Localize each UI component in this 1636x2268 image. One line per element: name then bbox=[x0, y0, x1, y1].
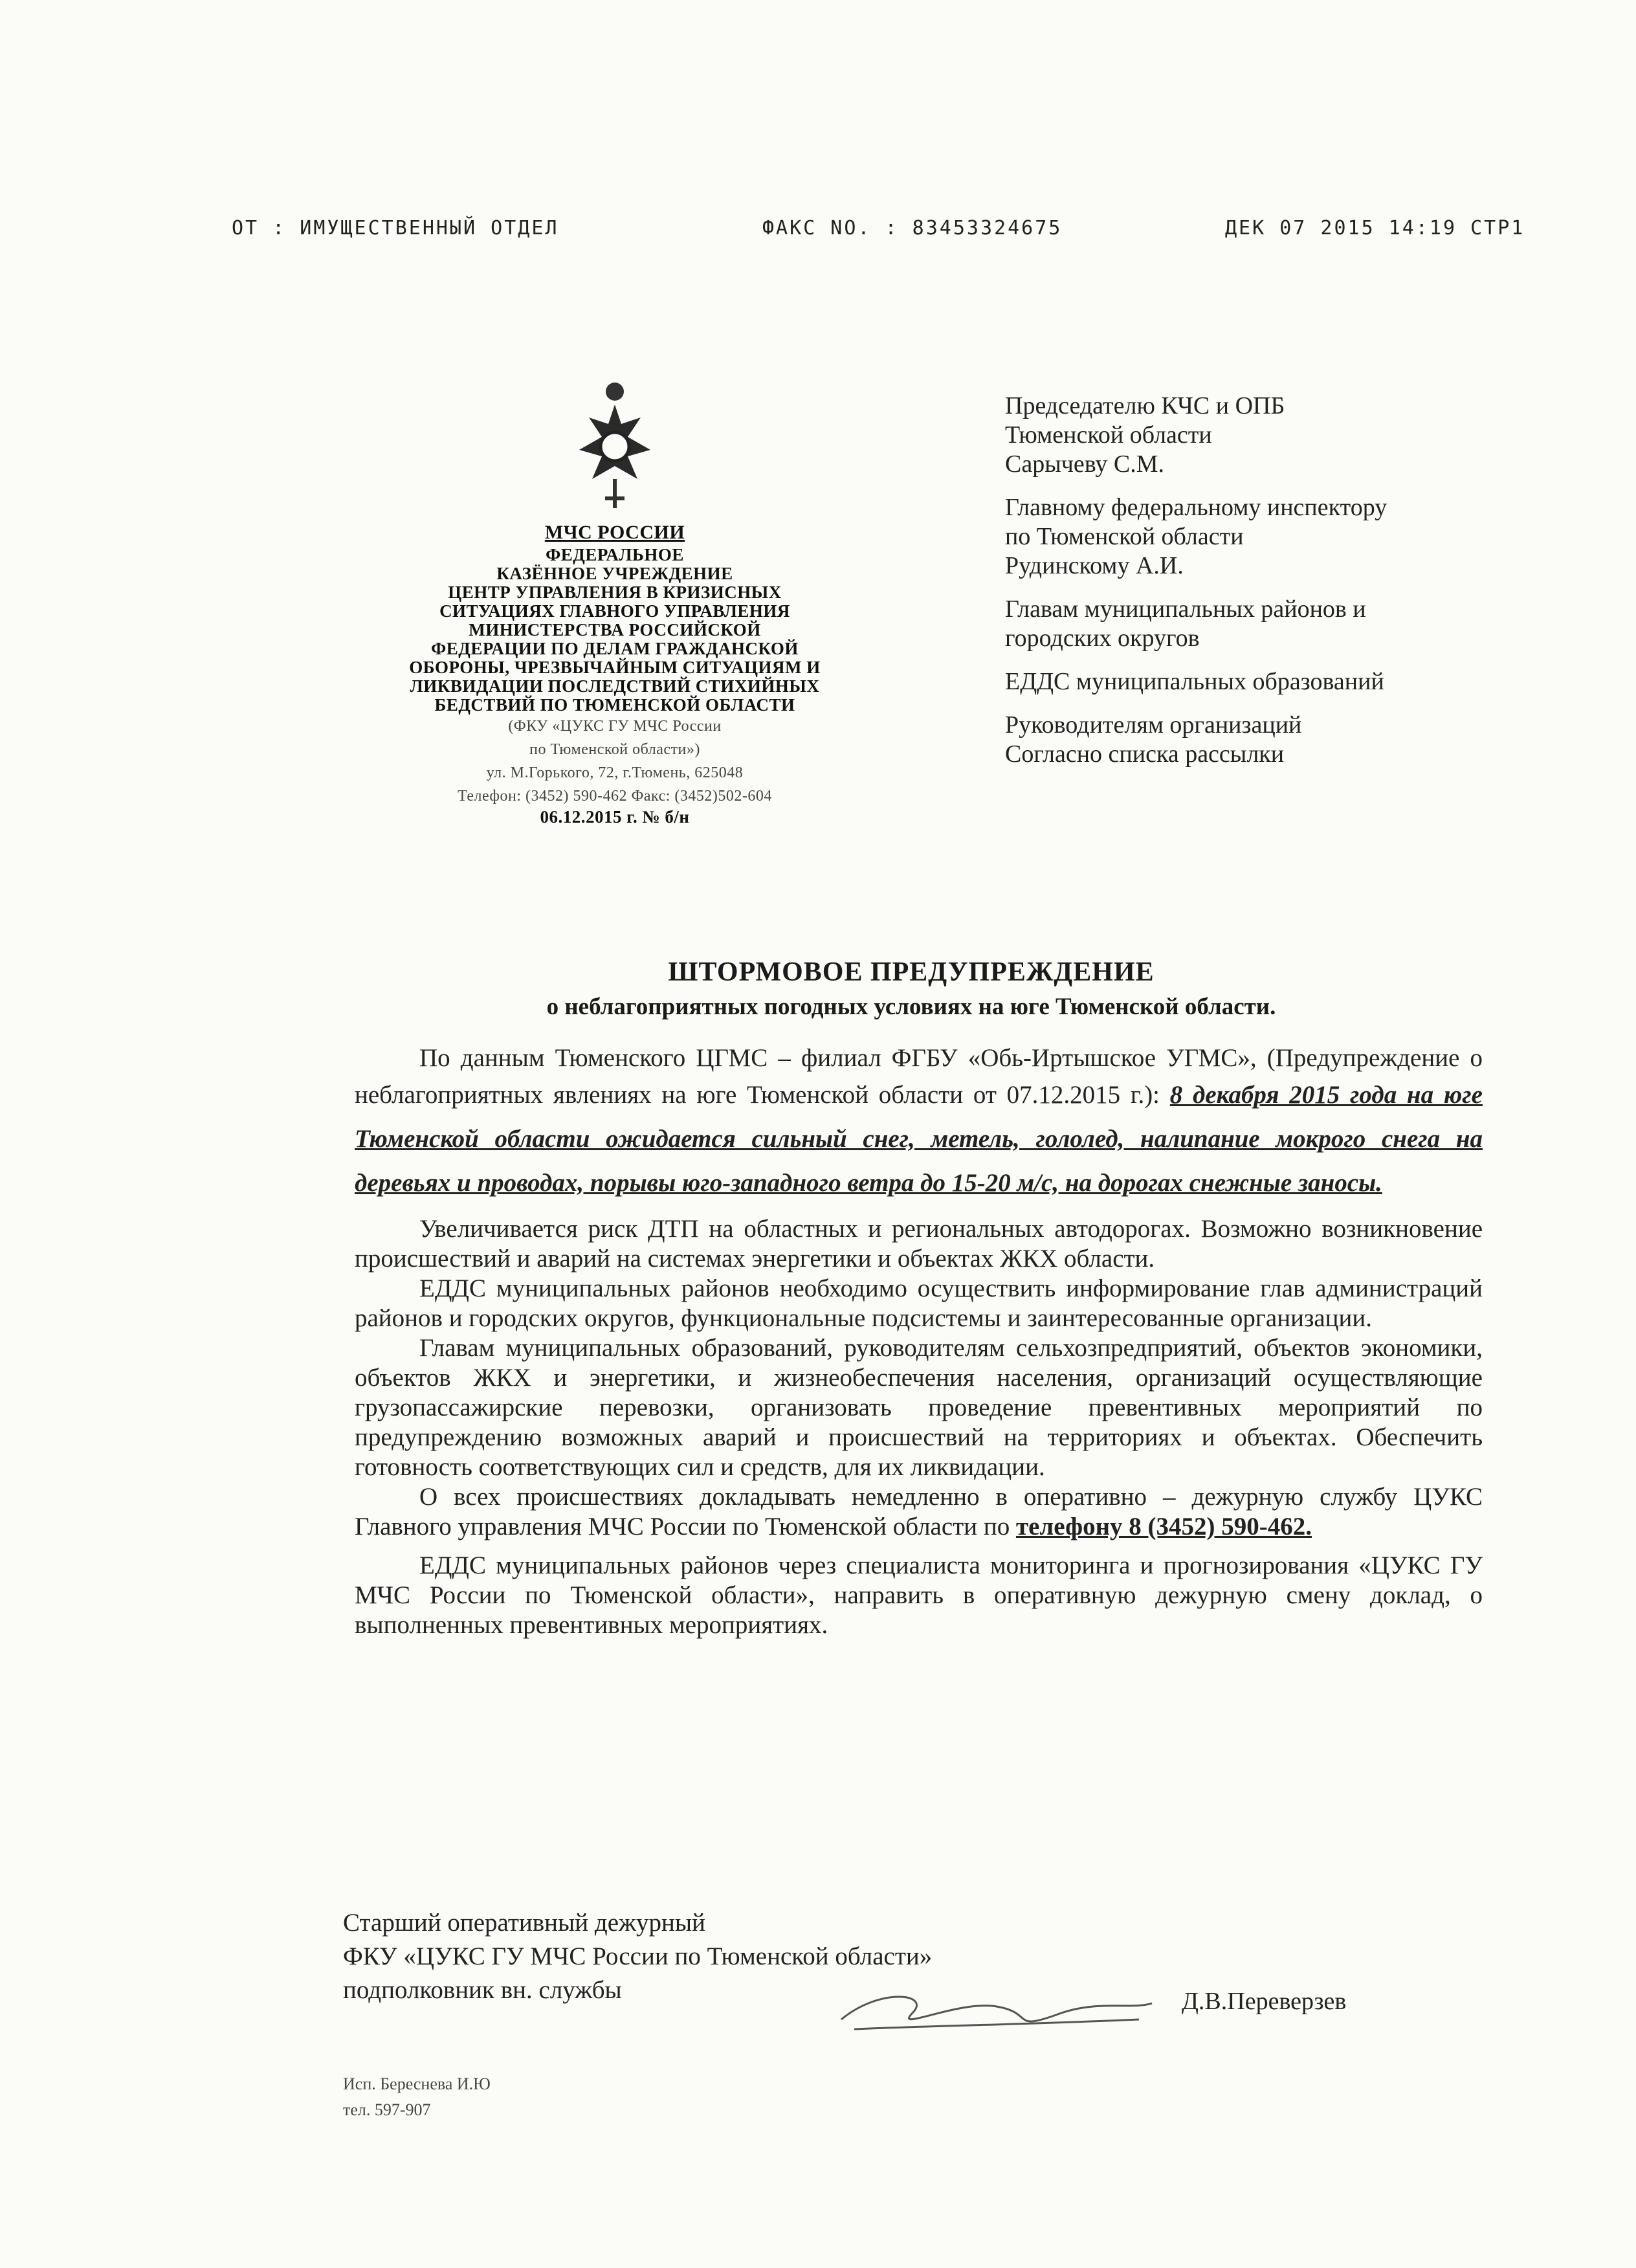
document-subtitle: о неблагоприятных погодных условиях на юге Тюменской области. bbox=[546, 994, 1276, 1020]
sender-line: МИНИСТЕРСТВА РОССИЙСКОЙ bbox=[469, 620, 761, 639]
document-date-number: 06.12.2015 г. № б/н bbox=[540, 807, 690, 827]
addressee-group bbox=[1005, 711, 1387, 769]
paragraph-text: О всех происшествиях докладывать немедленно в оперативно – дежурную службу ЦУКС Главного управления МЧС России по Тюменской области по bbox=[355, 1483, 1483, 1540]
addressee-line: Сарычеву С.М. bbox=[1005, 450, 1164, 478]
fax-number: ФАКС NO. : 83453324675 bbox=[762, 217, 1063, 239]
sender-ministry: МЧС РОССИИ bbox=[544, 522, 685, 543]
sender-block bbox=[362, 523, 867, 827]
addressee-group bbox=[1005, 667, 1387, 696]
paragraph-5 bbox=[355, 1482, 1483, 1542]
addressee-line: по Тюменской области bbox=[1005, 523, 1244, 550]
sender-line: ФЕДЕРАЦИИ ПО ДЕЛАМ ГРАЖДАНСКОЙ bbox=[431, 639, 799, 658]
addressee-line: городских округов bbox=[1005, 625, 1200, 652]
signer-rank: подполковник вн. службы bbox=[343, 1976, 622, 2004]
fax-datetime: ДЕК 07 2015 14:19 СТР1 bbox=[1225, 217, 1525, 239]
addressee-line: Согласно списка рассылки bbox=[1005, 740, 1285, 768]
sender-line: СИТУАЦИЯХ ГЛАВНОГО УПРАВЛЕНИЯ bbox=[439, 601, 790, 621]
document-body bbox=[355, 1043, 1483, 1640]
addressee-line: Руководителям организаций bbox=[1005, 711, 1302, 739]
addressee-line: Главному федеральному инспектору bbox=[1005, 494, 1387, 521]
duty-phone: телефону 8 (3452) 590-462. bbox=[1015, 1513, 1312, 1540]
addressee-line: ЕДДС муниципальных образований bbox=[1005, 668, 1384, 695]
sender-short-name: (ФКУ «ЦУКС ГУ МЧС России bbox=[508, 718, 722, 735]
addressees bbox=[1005, 392, 1387, 783]
paragraph-3: ЕДДС муниципальных районов необходимо осуществить информирование глав администраций районов и городских округов, функциональные подсистемы и заинтересованные организации. bbox=[355, 1274, 1483, 1332]
addressee-line: Рудинскому А.И. bbox=[1005, 552, 1184, 579]
sender-address: ул. М.Горького, 72, г.Тюмень, 625048 bbox=[486, 764, 744, 781]
paragraph-6: ЕДДС муниципальных районов через специалиста мониторинга и прогнозирования «ЦУКС ГУ МЧС России по Тюменской области», направить в оперативную дежурную смену доклад, о выполненных превентивных мероприятиях. bbox=[355, 1551, 1483, 1639]
handwritten-signature-icon bbox=[828, 1974, 1165, 2045]
sender-line: ЦЕНТР УПРАВЛЕНИЯ В КРИЗИСНЫХ bbox=[448, 583, 782, 602]
paragraph-4: Главам муниципальных образований, руководителям сельхозпредприятий, объектов экономики, объектов ЖКХ и энергетики, и жизнеобеспечения населения, организаций осуществляющие грузопассажирские перевозки, организовать проведение превентивных мероприятий по предупреждению возможных аварий и происшествий на территориях и объектах. Обеспечить готовность соответствующих сил и средств, для их ликвидации. bbox=[355, 1334, 1483, 1481]
executor-name: Исп. Береснева И.Ю bbox=[343, 2074, 491, 2093]
signer-position: Старший оперативный дежурный bbox=[343, 1909, 705, 1937]
sender-line: ЛИКВИДАЦИИ ПОСЛЕДСТВИЙ СТИХИЙНЫХ bbox=[410, 676, 820, 696]
sender-line: ФЕДЕРАЛЬНОЕ bbox=[546, 545, 684, 564]
sender-line: ОБОРОНЫ, ЧРЕЗВЫЧАЙНЫМ СИТУАЦИЯМ И bbox=[409, 658, 821, 677]
fax-from: ОТ : ИМУЩЕСТВЕННЫЙ ОТДЕЛ bbox=[232, 217, 559, 239]
warning-highlight: 8 декабря 2015 года на юге Тюменской области ожидается сильный снег, метель, гололед, налипание мокрого снега на деревьях и проводах, порывы юго-западного ветра до 15-20 м/с, на дорогах снежные заносы. bbox=[355, 1081, 1483, 1197]
paragraph-1 bbox=[355, 1043, 1483, 1205]
mchs-emblem-icon bbox=[573, 379, 657, 515]
paragraph-intro: По данным Тюменского ЦГМС – филиал ФГБУ «Обь-Иртышское УГМС», (Предупреждение о неблагоприятных явлениях на юге Тюменской области от 07.12.2015 г.): bbox=[355, 1044, 1483, 1109]
addressee-line: Тюменской области bbox=[1005, 421, 1212, 449]
paragraph-2: Увеличивается риск ДТП на областных и региональных автодорогах. Возможно возникновение происшествий и аварий на системах энергетики и объектах ЖКХ области. bbox=[355, 1215, 1483, 1273]
addressee-group bbox=[1005, 392, 1387, 479]
sender-short-name: по Тюменской области») bbox=[529, 741, 700, 758]
document-title: ШТОРМОВОЕ ПРЕДУПРЕЖДЕНИЕ bbox=[668, 957, 1155, 987]
executor-block bbox=[343, 2071, 491, 2123]
sender-line: БЕДСТВИЙ ПО ТЮМЕНСКОЙ ОБЛАСТИ bbox=[434, 695, 795, 715]
signer-name: Д.В.Переверзев bbox=[1182, 1988, 1347, 2015]
addressee-group bbox=[1005, 493, 1387, 581]
signer-organization: ФКУ «ЦУКС ГУ МЧС России по Тюменской области» bbox=[343, 1942, 933, 1970]
executor-phone: тел. 597-907 bbox=[343, 2100, 431, 2119]
addressee-line: Председателю КЧС и ОПБ bbox=[1005, 392, 1285, 419]
sender-phone-fax: Телефон: (3452) 590-462 Факс: (3452)502-604 bbox=[458, 788, 772, 805]
sender-line: КАЗЁННОЕ УЧРЕЖДЕНИЕ bbox=[496, 564, 733, 583]
addressee-line: Главам муниципальных районов и bbox=[1005, 595, 1366, 623]
addressee-group bbox=[1005, 595, 1387, 653]
